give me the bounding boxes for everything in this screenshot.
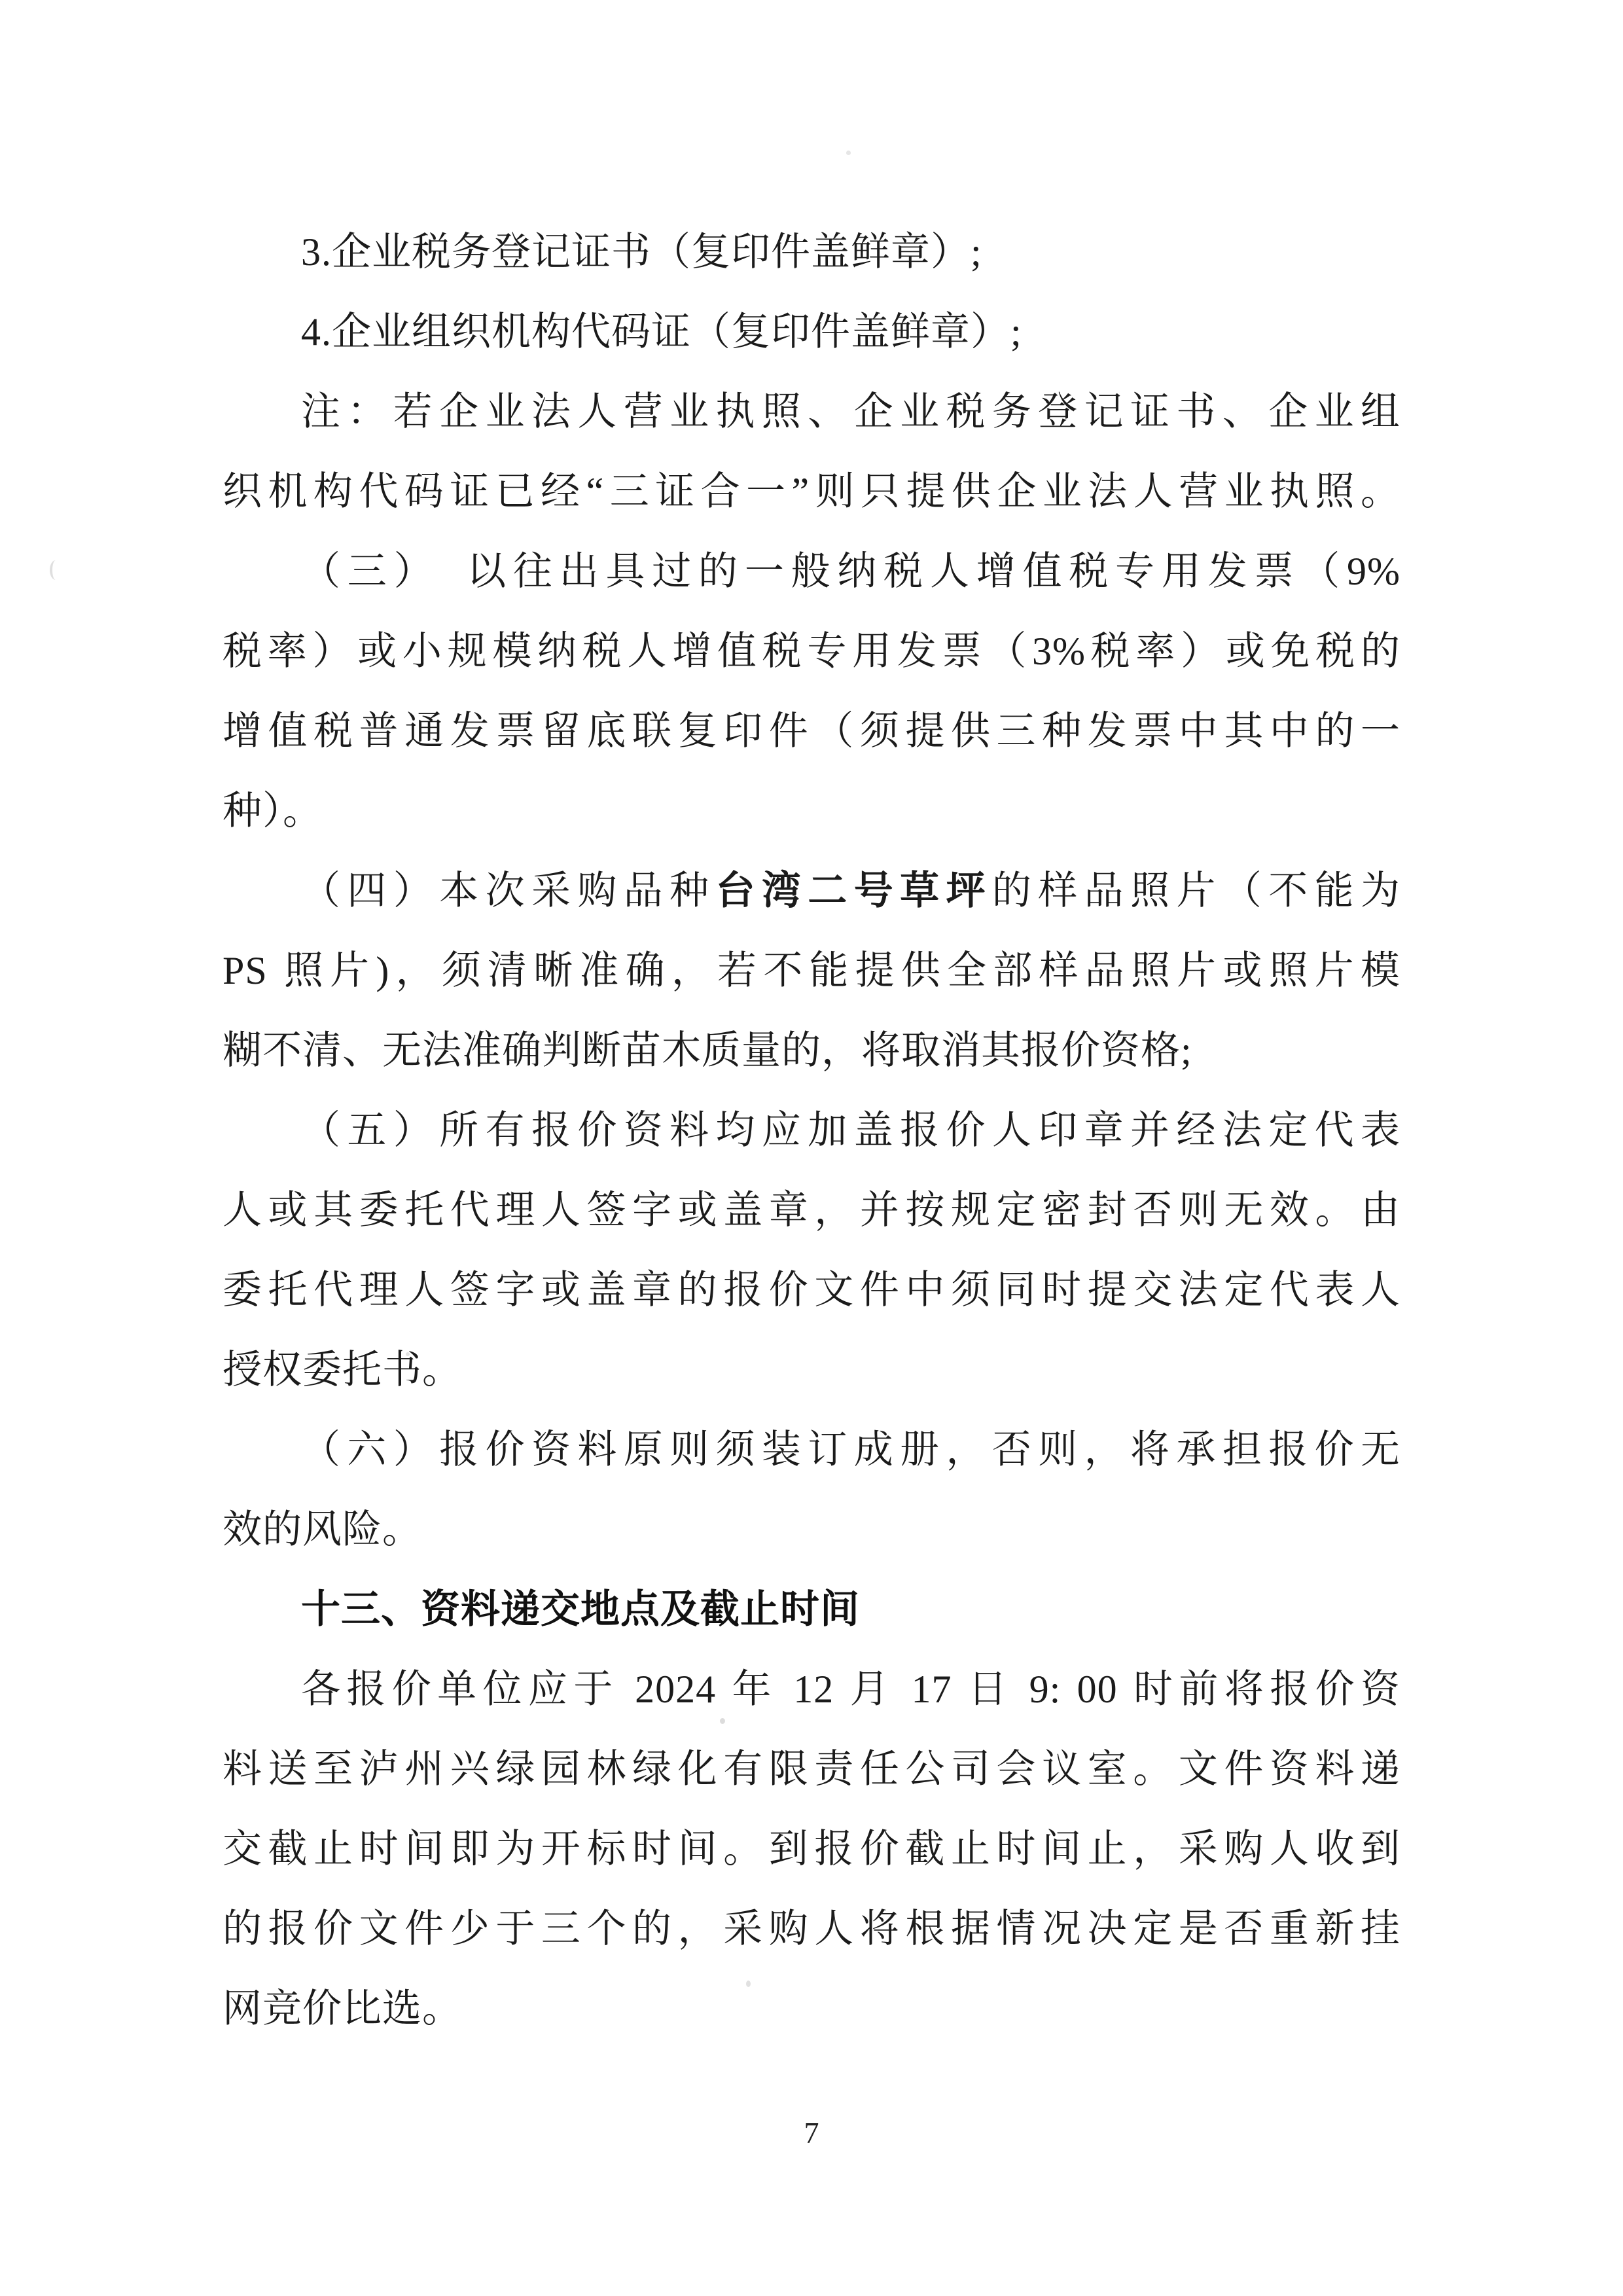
clause-5-line-4: 授权委托书。 (223, 1348, 462, 1391)
note-line-1: 注：若企业法人营业执照、企业税务登记证书、企业组 (301, 390, 1400, 433)
section-13-heading: 十三、资料递交地点及截止时间 (301, 1587, 860, 1631)
deadline-para-line-4: 的报价文件少于三个的，采购人将根据情况决定是否重新挂 (223, 1907, 1400, 1950)
clause-5-line-3: 委托代理人签字或盖章的报价文件中须同时提交法定代表人 (223, 1268, 1400, 1312)
clause-3-line-3: 增值税普通发票留底联复印件（须提供三种发票中其中的一 (223, 709, 1400, 753)
clause-6-line-2: 效的风险。 (223, 1508, 422, 1551)
deadline-para-line-1: 各报价单位应于 2024 年 12 月 17 日 9: 00 时前将报价资 (301, 1668, 1400, 1711)
deadline-para-line-2: 料送至泸州兴绿园林绿化有限责任公司会议室。文件资料递 (223, 1748, 1400, 1791)
clause-4-line-1 (223, 851, 1400, 931)
clause-3-line-2: 税率）或小规模纳税人增值税专用发票（3%税率）或免税的 (223, 630, 1400, 673)
clause-5-line-1: （五）所有报价资料均应加盖报价人印章并经法定代表 (301, 1109, 1400, 1152)
clause-6-line-1: （六）报价资料原则须装订成册，否则，将承担报价无 (301, 1428, 1400, 1471)
note-line-2: 织机构代码证已经“三证合一”则只提供企业法人营业执照。 (223, 470, 1400, 513)
clause-3-line-4: 种）。 (223, 789, 323, 833)
scan-speck (720, 1718, 725, 1724)
document-body (223, 212, 1400, 2049)
scan-artifact (50, 560, 62, 580)
scan-speck (406, 1352, 410, 1356)
clause-4-line-3: 糊不清、无法准确判断苗木质量的，将取消其报价资格; (223, 1029, 1192, 1072)
clause-4-suffix: 的样品照片（不能为 (991, 869, 1401, 912)
list-item-org-code: 4.企业组织机构代码证（复印件盖鲜章）; (301, 310, 1022, 353)
clause-4-prefix: （四）本次采购品种 (301, 869, 716, 912)
deadline-para-line-3: 交截止时间即为开标时间。到报价截止时间止，采购人收到 (223, 1827, 1400, 1871)
page-number: 7 (804, 2116, 819, 2149)
deadline-para-line-5: 网竞价比选。 (223, 1987, 462, 2030)
list-item-tax-registration: 3.企业税务登记证书（复印件盖鲜章）; (301, 230, 982, 274)
scan-speck (846, 151, 851, 155)
clause-3-line-1: （三） 以往出具过的一般纳税人增值税专用发票（9% (301, 550, 1400, 593)
clause-5-line-2: 人或其委托代理人签字或盖章，并按规定密封否则无效。由 (223, 1189, 1400, 1232)
scan-speck (746, 1981, 751, 1987)
purchase-variety-name: 台湾二号草坪 (715, 869, 992, 912)
clause-4-line-2: PS 照片)，须清晰准确，若不能提供全部样品照片或照片模 (223, 949, 1400, 992)
